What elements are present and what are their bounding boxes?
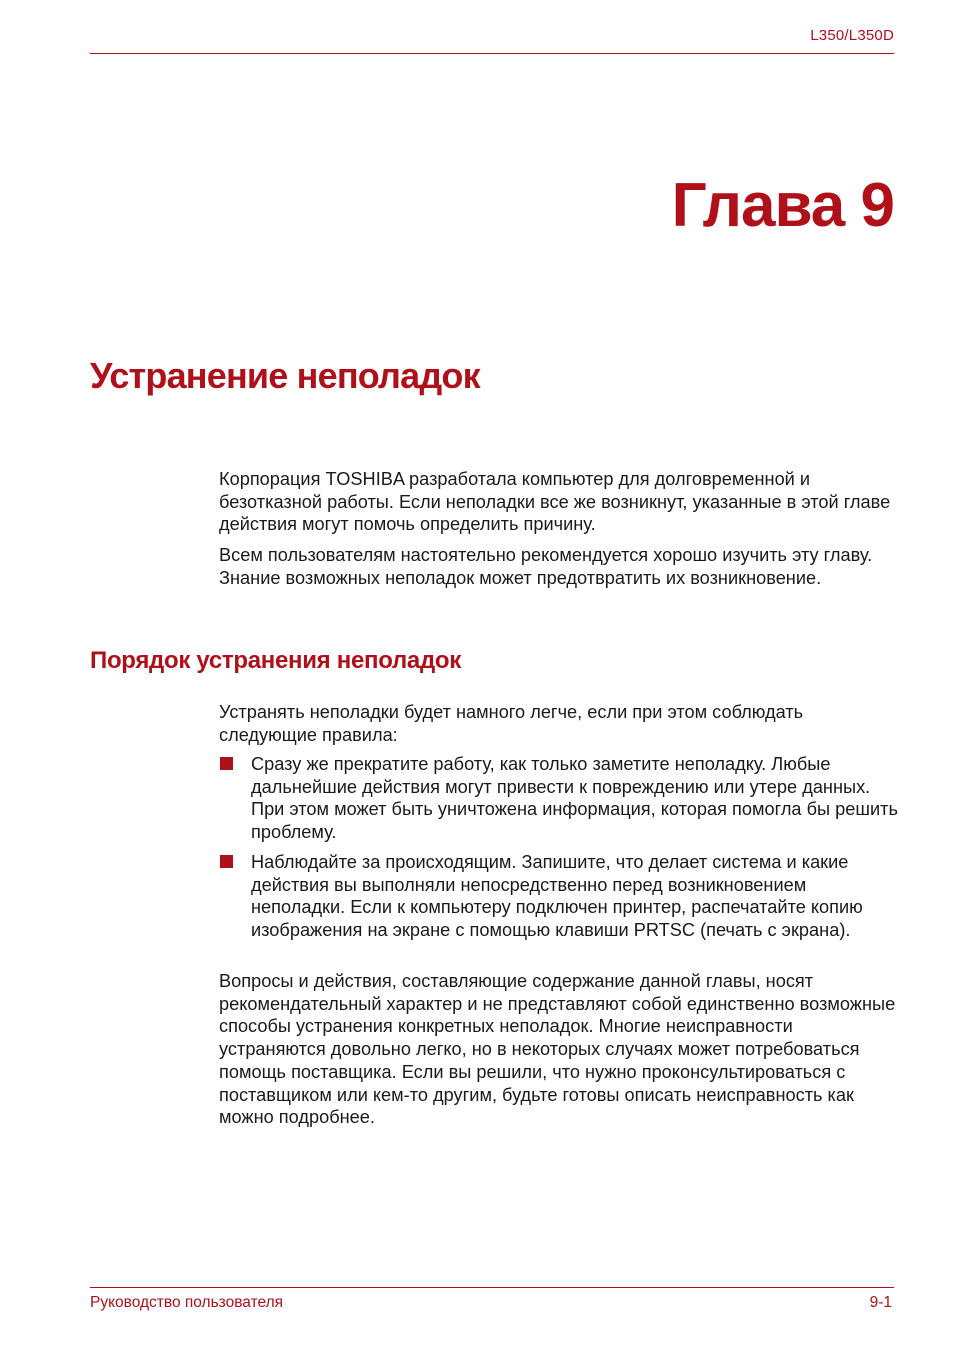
section-lead-paragraph: Устранять неполадки будет намного легче, если при этом соблюдать следующие правила: [219,702,804,745]
intro-paragraph-2: Всем пользователям настоятельно рекомендуется хорошо изучить эту главу. Знание возможных неполадок может предотвратить их возникновение. [219,545,873,588]
chapter-title: Устранение неполадок [90,355,480,396]
list-item [219,753,899,844]
section-title: Порядок устранения неполадок [90,647,461,674]
footer-rule [90,1287,894,1288]
intro-paragraph-1: Корпорация TOSHIBA разработала компьютер для долговременной и безотказной работы. Если неполадки все же возникнут, указанные в этой главе действия могут помочь определить причину. [219,469,891,535]
page-number: 9-1 [869,1294,892,1311]
list-item [219,851,899,942]
list-item-text: Сразу же прекратите работу, как только заметите неполадку. Любые дальнейшие действия могут привести к повреждению или утере данных. При этом может быть уничтожена информация, которая помогла бы решить проблему. [251,754,898,843]
rules-list [219,753,899,949]
model-name: L350/L350D [810,27,894,44]
chapter-number: Глава 9 [671,171,894,240]
square-bullet-icon [220,757,233,770]
closing-paragraph: Вопросы и действия, составляющие содержание данной главы, носят рекомендательный характер и не представляют собой единственно возможные способы устранения конкретных неполадок. Многие неисправности устраняются довольно легко, но в некоторых случаях может потребоваться помощь поставщика. Если вы решили, что нужно проконсультироваться с поставщиком или кем-то другим, будьте готовы описать неисправность как можно подробнее. [219,971,896,1128]
square-bullet-icon [220,855,233,868]
footer-manual-title: Руководство пользователя [90,1294,284,1311]
list-item-text: Наблюдайте за происходящим. Запишите, что делает система и какие действия вы выполняли непосредственно перед возникновением неполадки. Если к компьютеру подключен принтер, распечатайте копию изображения на экране с помощью клавиши PRTSC (печать с экрана). [251,851,863,940]
header-rule [90,53,894,54]
